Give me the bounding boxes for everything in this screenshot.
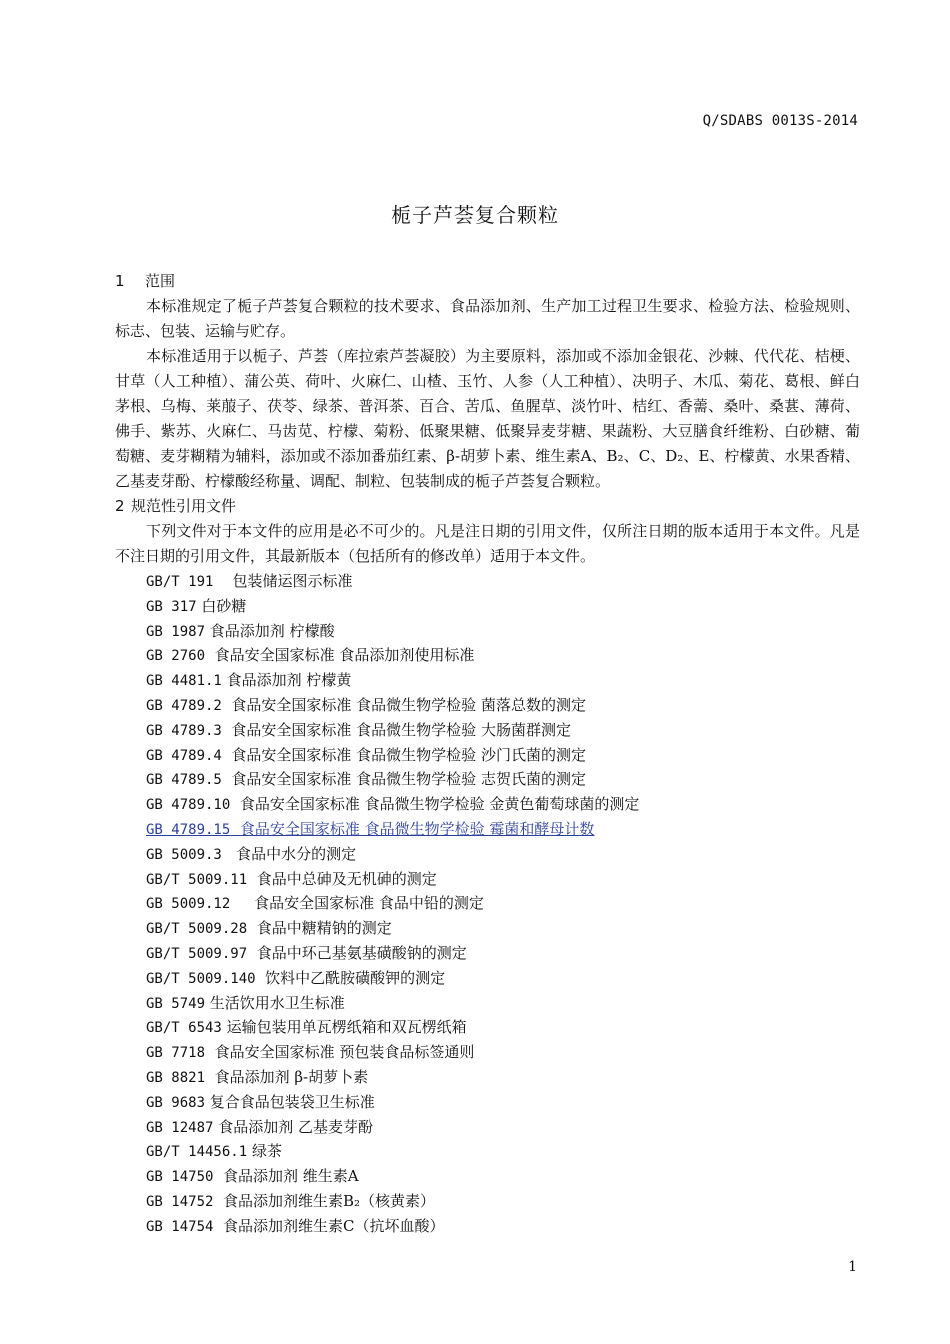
reference-item	[115, 792, 860, 817]
reference-code: GB 317	[146, 598, 197, 615]
scope-paragraph-1: 本标准规定了栀子芦荟复合颗粒的技术要求、食品添加剂、生产加工过程卫生要求、检验方法、检验规则、标志、包装、运输与贮存。	[115, 297, 860, 340]
reference-item	[115, 1015, 860, 1040]
reference-code: GB 4789.3	[146, 722, 222, 739]
section-heading-scope	[115, 269, 860, 294]
reference-code: GB 5009.3	[146, 846, 222, 863]
reference-item	[115, 1139, 860, 1164]
reference-item	[115, 867, 860, 892]
reference-code: GB/T 5009.11	[146, 871, 248, 888]
reference-item	[115, 668, 860, 693]
reference-title: 食品安全国家标准 食品微生物学检验 沙门氏菌的测定	[231, 745, 586, 764]
reference-title: 食品添加剂维生素B₂（核黄素）	[222, 1191, 436, 1210]
reference-code: GB 5009.12	[146, 896, 231, 913]
reference-title: 包装储运图示标准	[232, 572, 353, 590]
reference-item	[115, 1040, 860, 1065]
reference-code: GB/T 14456.1	[146, 1144, 248, 1161]
section-title: 规范性引用文件	[131, 497, 237, 515]
document-code: Q/SDABS 0013S-2014	[702, 113, 858, 129]
reference-title: 食品添加剂 柠檬酸	[209, 621, 335, 640]
reference-title: 食品中总砷及无机砷的测定	[256, 869, 437, 888]
reference-item	[115, 569, 860, 594]
reference-title: 食品添加剂维生素C（抗坏血酸）	[222, 1216, 445, 1235]
reference-item	[115, 594, 860, 619]
reference-title: 食品安全国家标准 食品微生物学检验 大肠菌群测定	[231, 720, 571, 739]
reference-code: GB 4789.2	[146, 697, 222, 714]
document-title: 栀子芦荟复合颗粒	[391, 203, 559, 227]
reference-title: 食品添加剂 维生素A	[222, 1167, 359, 1186]
section-number: 1	[115, 272, 125, 290]
reference-title: 绿茶	[251, 1142, 282, 1161]
normative-paragraph-1: 下列文件对于本文件的应用是必不可少的。凡是注日期的引用文件，仅所注日期的版本适用于本文件。凡是不注日期的引用文件，其最新版本（包括所有的修改单）适用于本文件。	[115, 522, 860, 565]
reference-item	[115, 966, 860, 991]
section-number: 2	[115, 497, 125, 515]
reference-item	[115, 1164, 860, 1189]
reference-code: GB/T 6543	[146, 1020, 222, 1037]
section-heading-normative-references	[115, 494, 860, 519]
scope-paragraph-2: 本标准适用于以栀子、芦荟（库拉索芦荟凝胶）为主要原料，添加或不添加金银花、沙棘、代代花、桔梗、甘草（人工种植）、蒲公英、荷叶、火麻仁、山楂、玉竹、人参（人工种植）、决明子、木瓜、菊花、葛根、鲜白茅根、乌梅、莱菔子、茯苓、绿茶、普洱茶、百合、苦瓜、鱼腥草、淡竹叶、桔红、香薷、桑叶、桑葚、薄荷、佛手、紫苏、火麻仁、马齿苋、柠檬、菊粉、低聚果糖、低聚异麦芽糖、果蔬粉、大豆膳食纤维粉、白砂糖、葡萄糖、麦芽糊精为辅料，添加或不添加番茄红素、β-胡萝卜素、维生素A、B₂、C、D₂、E、柠檬黄、水果香精、乙基麦芽酚、柠檬酸经称量、调配、制粒、包装制成的栀子芦荟复合颗粒。	[115, 347, 860, 490]
reference-item	[115, 991, 860, 1016]
reference-title: 食品中水分的测定	[236, 844, 357, 863]
reference-code: GB 2760	[146, 648, 206, 665]
reference-item	[115, 842, 860, 867]
reference-title: 食品安全国家标准 食品微生物学检验 菌落总数的测定	[231, 695, 586, 714]
reference-code: GB 7718	[146, 1045, 206, 1062]
reference-item	[115, 1065, 860, 1090]
reference-title: 白砂糖	[201, 596, 247, 615]
reference-code: GB/T 5009.140	[146, 970, 256, 987]
reference-item	[115, 693, 860, 718]
reference-code: GB/T 5009.97	[146, 945, 248, 962]
reference-code: GB 1987	[146, 623, 206, 640]
reference-title: 食品安全国家标准 预包装食品标签通则	[214, 1043, 475, 1062]
reference-item	[115, 1115, 860, 1140]
reference-item-link[interactable]	[115, 817, 860, 842]
reference-code: GB 5749	[146, 995, 206, 1012]
reference-title: 食品安全国家标准 食品微生物学检验 金黄色葡萄球菌的测定	[239, 795, 640, 814]
reference-code: GB 14754	[146, 1218, 214, 1235]
reference-item	[115, 718, 860, 743]
reference-item	[115, 743, 860, 768]
reference-title: 食品中糖精钠的测定	[256, 919, 392, 938]
reference-code: GB 4789.4	[146, 747, 222, 764]
reference-item	[115, 916, 860, 941]
reference-item	[115, 1214, 860, 1239]
reference-title: 食品安全国家标准 食品微生物学检验 霉菌和酵母计数	[239, 819, 595, 838]
reference-item	[115, 643, 860, 668]
reference-title: 食品添加剂 乙基麦芽酚	[218, 1117, 373, 1136]
reference-code: GB 14752	[146, 1193, 214, 1210]
reference-title: 食品添加剂 β-胡萝卜素	[214, 1067, 369, 1086]
reference-code: GB/T 191	[146, 574, 214, 590]
reference-item	[115, 941, 860, 966]
reference-title: 食品添加剂 柠檬黄	[226, 671, 352, 690]
reference-code: GB 9683	[146, 1094, 206, 1111]
reference-item	[115, 767, 860, 792]
page-number: 1	[848, 1259, 857, 1275]
reference-title: 食品中环己基氨基磺酸钠的测定	[256, 943, 467, 962]
reference-title: 食品安全国家标准 食品微生物学检验 志贺氏菌的测定	[231, 770, 586, 789]
reference-code: GB 4789.15	[146, 821, 231, 838]
reference-title: 生活饮用水卫生标准	[209, 993, 345, 1012]
reference-code: GB 4789.10	[146, 797, 231, 814]
reference-item	[115, 619, 860, 644]
reference-title: 饮料中乙酰胺磺酸钾的测定	[265, 968, 446, 987]
section-title: 范围	[145, 272, 176, 290]
reference-code: GB 4481.1	[146, 673, 222, 690]
reference-title: 食品安全国家标准 食品添加剂使用标准	[214, 646, 475, 665]
reference-item	[115, 891, 860, 916]
document-body	[115, 269, 860, 1239]
reference-code: GB/T 5009.28	[146, 921, 248, 938]
reference-title: 复合食品包装袋卫生标准	[209, 1092, 375, 1111]
reference-code: GB 14750	[146, 1169, 214, 1186]
reference-code: GB 8821	[146, 1069, 206, 1086]
reference-item	[115, 1189, 860, 1214]
reference-link[interactable]	[146, 820, 594, 838]
reference-code: GB 12487	[146, 1119, 214, 1136]
reference-title: 运输包装用单瓦楞纸箱和双瓦楞纸箱	[226, 1018, 467, 1037]
reference-title: 食品安全国家标准 食品中铅的测定	[254, 894, 484, 913]
reference-item	[115, 1090, 860, 1115]
reference-code: GB 4789.5	[146, 772, 222, 789]
reference-list	[115, 569, 860, 1239]
